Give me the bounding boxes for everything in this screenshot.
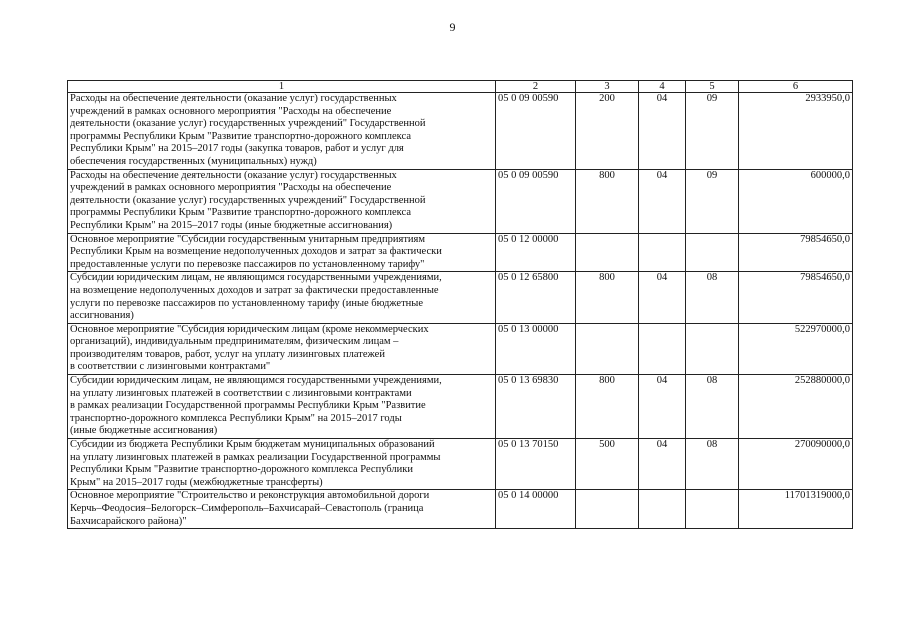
- row-description: Субсидии юридическим лицам, не являющимся государственными учреждениями, на возмещение недополученных доходов и затрат за фактически предоставленные услуги по перевозке пассажиров по установленному тарифу (иные бюджетные ассигнования): [68, 272, 496, 323]
- budget-table: [67, 80, 853, 529]
- row-description: Основное мероприятие "Субсидии государственным унитарным предприятиям Республики Крым на возмещение недополученных доходов и затрат за фактически предоставленные услуги по перевозке пассажиров по установленному тарифу": [68, 233, 496, 272]
- row-target-code: 05 0 12 00000: [496, 233, 576, 272]
- row-amount: 79854650,0: [739, 272, 853, 323]
- header-col-2: 2: [496, 81, 576, 93]
- row-section: 04: [639, 272, 686, 323]
- row-amount: 79854650,0: [739, 233, 853, 272]
- row-expense-type: 800: [576, 272, 639, 323]
- row-section: 04: [639, 439, 686, 490]
- row-subsection: 08: [686, 272, 739, 323]
- row-amount: 270090000,0: [739, 439, 853, 490]
- row-target-code: 05 0 09 00590: [496, 169, 576, 233]
- row-target-code: 05 0 13 69830: [496, 375, 576, 439]
- row-expense-type: [576, 490, 639, 529]
- table-row: [68, 375, 853, 439]
- row-expense-type: 200: [576, 93, 639, 170]
- row-description: Расходы на обеспечение деятельности (оказание услуг) государственных учреждений в рамках основного мероприятия "Расходы на обеспечение деятельности (оказание услуг) государственных учреждений" Государственной программы Республики Крым "Развитие транспортно-дорожного комплекса Республики Крым" на 2015–2017 годы (иные бюджетные ассигнования): [68, 169, 496, 233]
- row-section: 04: [639, 93, 686, 170]
- row-expense-type: [576, 323, 639, 374]
- row-section: 04: [639, 169, 686, 233]
- row-amount: 11701319000,0: [739, 490, 853, 529]
- row-target-code: 05 0 09 00590: [496, 93, 576, 170]
- table-row: [68, 93, 853, 170]
- row-subsection: 09: [686, 169, 739, 233]
- row-target-code: 05 0 13 00000: [496, 323, 576, 374]
- row-expense-type: 800: [576, 169, 639, 233]
- table-row: [68, 272, 853, 323]
- row-target-code: 05 0 12 65800: [496, 272, 576, 323]
- row-description: Основное мероприятие "Строительство и реконструкция автомобильной дороги Керчь–Феодосия–Белогорск–Симферополь–Бахчисарай–Севастополь (граница Бахчисарайского района)": [68, 490, 496, 529]
- table-row: [68, 233, 853, 272]
- row-amount: 522970000,0: [739, 323, 853, 374]
- row-subsection: [686, 490, 739, 529]
- row-subsection: 08: [686, 439, 739, 490]
- row-subsection: [686, 323, 739, 374]
- page-number: 9: [449, 20, 456, 34]
- table-row: [68, 490, 853, 529]
- row-expense-type: 800: [576, 375, 639, 439]
- table-body: [68, 93, 853, 529]
- table-row: [68, 169, 853, 233]
- row-subsection: [686, 233, 739, 272]
- header-col-3: 3: [576, 81, 639, 93]
- row-section: [639, 323, 686, 374]
- row-description: Основное мероприятие "Субсидия юридическим лицам (кроме некоммерческих организаций), индивидуальным предпринимателям, физическим лицам – производителям товаров, работ, услуг на уплату лизинговых платежей в соответствии с лизинговыми контрактами": [68, 323, 496, 374]
- row-amount: 2933950,0: [739, 93, 853, 170]
- row-section: [639, 490, 686, 529]
- table-header: [68, 81, 853, 93]
- row-description: Субсидии из бюджета Республики Крым бюджетам муниципальных образований на уплату лизинговых платежей в рамках реализации Государственной программы Республики Крым "Развитие транспортно-дорожного комплекса Республики Крым" на 2015–2017 годы (межбюджетные трансферты): [68, 439, 496, 490]
- row-section: 04: [639, 375, 686, 439]
- row-amount: 600000,0: [739, 169, 853, 233]
- row-expense-type: 500: [576, 439, 639, 490]
- row-expense-type: [576, 233, 639, 272]
- header-col-4: 4: [639, 81, 686, 93]
- row-section: [639, 233, 686, 272]
- row-description: Расходы на обеспечение деятельности (оказание услуг) государственных учреждений в рамках основного мероприятия "Расходы на обеспечение деятельности (оказание услуг) государственных учреждений" Государственной программы Республики Крым "Развитие транспортно-дорожного комплекса Республики Крым" на 2015–2017 годы (закупка товаров, работ и услуг для обеспечения государственных (муниципальных) нужд): [68, 93, 496, 170]
- header-col-6: 6: [739, 81, 853, 93]
- row-subsection: 09: [686, 93, 739, 170]
- table-row: [68, 323, 853, 374]
- table-row: [68, 439, 853, 490]
- row-amount: 252880000,0: [739, 375, 853, 439]
- row-target-code: 05 0 13 70150: [496, 439, 576, 490]
- row-target-code: 05 0 14 00000: [496, 490, 576, 529]
- header-row: [68, 81, 853, 93]
- header-col-5: 5: [686, 81, 739, 93]
- header-col-1: 1: [68, 81, 496, 93]
- row-subsection: 08: [686, 375, 739, 439]
- row-description: Субсидии юридическим лицам, не являющимся государственными учреждениями, на уплату лизинговых платежей в соответствии с лизинговыми контрактами в рамках реализации Государственной программы Республики Крым "Развитие транспортно-дорожного комплекса Республики Крым" на 2015–2017 годы (иные бюджетные ассигнования): [68, 375, 496, 439]
